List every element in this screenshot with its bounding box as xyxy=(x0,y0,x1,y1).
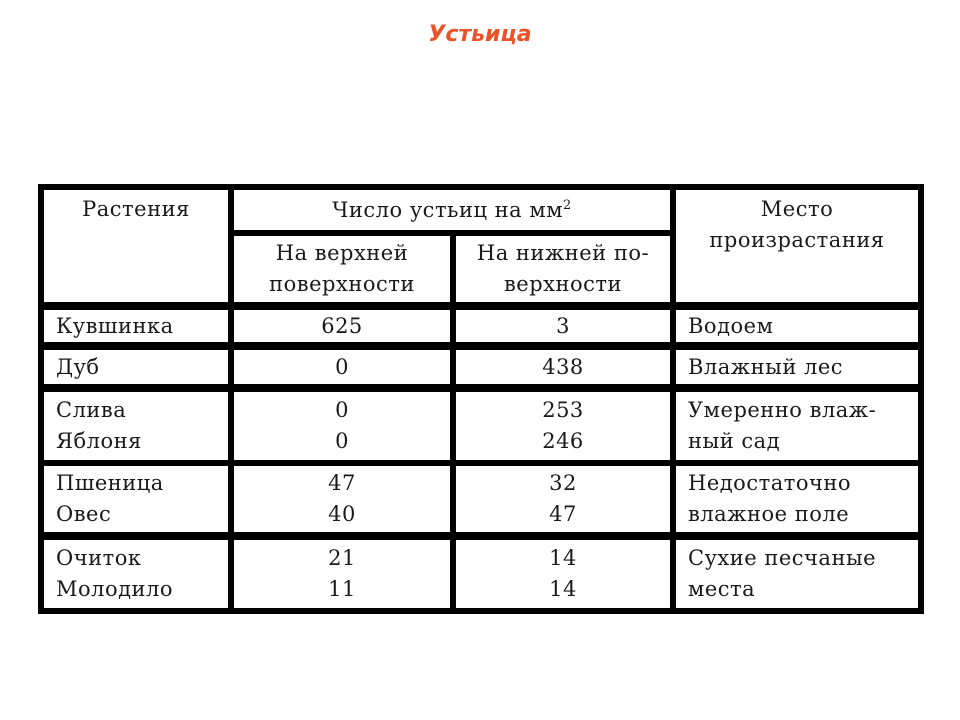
header-place-line2: произрастания xyxy=(709,228,885,252)
plant-name: Молодило xyxy=(56,577,174,601)
header-stomata-count xyxy=(234,190,670,230)
header-plants xyxy=(44,190,228,302)
row-0-upper xyxy=(234,310,450,342)
row-2-upper xyxy=(234,392,450,460)
header-lower-surface xyxy=(456,236,670,302)
header-upper-line1: На верхней xyxy=(275,241,409,265)
row-3-lower xyxy=(456,466,670,532)
row-1-plants xyxy=(44,350,228,384)
lower-value: 3 xyxy=(556,313,570,338)
slide-title: Устьица xyxy=(428,22,532,47)
row-3-upper xyxy=(234,466,450,532)
stomata-table xyxy=(38,184,924,614)
plant-name: Кувшинка xyxy=(56,313,174,338)
row-4-upper xyxy=(234,540,450,608)
row-4-plants xyxy=(44,540,228,608)
place-text: влажное поле xyxy=(688,502,850,526)
place-text: Умеренно влаж- xyxy=(688,398,877,422)
upper-value: 40 xyxy=(328,502,356,526)
upper-value: 0 xyxy=(335,429,349,453)
upper-value: 0 xyxy=(335,398,349,422)
plant-name: Овес xyxy=(56,502,112,526)
row-0-plants xyxy=(44,310,228,342)
row-3-plants xyxy=(44,466,228,532)
row-2-place xyxy=(676,392,918,460)
place-text: ный сад xyxy=(688,429,781,453)
lower-value: 14 xyxy=(549,546,577,570)
upper-value: 0 xyxy=(335,354,349,379)
upper-value: 21 xyxy=(328,546,356,570)
place-text: места xyxy=(688,577,756,601)
lower-value: 438 xyxy=(542,354,584,379)
place-text: Водоем xyxy=(688,313,774,338)
header-stomata-count-label: Число устьиц на мм xyxy=(332,197,564,222)
header-lower-line1: На нижней по- xyxy=(476,241,650,265)
header-lower-line2: верхности xyxy=(503,272,623,296)
row-1-lower xyxy=(456,350,670,384)
header-upper-line2: поверхности xyxy=(269,272,415,296)
header-plants-label: Растения xyxy=(82,197,190,221)
row-2-lower xyxy=(456,392,670,460)
lower-value: 253 xyxy=(542,398,584,422)
plant-name: Яблоня xyxy=(56,429,142,453)
row-0-lower xyxy=(456,310,670,342)
place-text: Влажный лес xyxy=(688,354,844,379)
plant-name: Дуб xyxy=(56,354,100,379)
upper-value: 625 xyxy=(321,313,363,338)
row-1-upper xyxy=(234,350,450,384)
row-4-lower xyxy=(456,540,670,608)
lower-value: 14 xyxy=(549,577,577,601)
header-place xyxy=(676,190,918,302)
place-text: Сухие песчаные xyxy=(688,546,877,570)
row-0-place xyxy=(676,310,918,342)
plant-name: Пшеница xyxy=(56,471,164,495)
lower-value: 32 xyxy=(549,471,577,495)
plant-name: Слива xyxy=(56,398,127,422)
plant-name: Очиток xyxy=(56,546,142,570)
row-3-place xyxy=(676,466,918,532)
row-1-place xyxy=(676,350,918,384)
upper-value: 11 xyxy=(328,577,356,601)
lower-value: 47 xyxy=(549,502,577,526)
header-stomata-unit-sup: 2 xyxy=(563,197,572,213)
row-4-place xyxy=(676,540,918,608)
row-2-plants xyxy=(44,392,228,460)
lower-value: 246 xyxy=(542,429,584,453)
upper-value: 47 xyxy=(328,471,356,495)
header-place-line1: Место xyxy=(760,197,834,221)
place-text: Недостаточно xyxy=(688,471,851,495)
header-upper-surface xyxy=(234,236,450,302)
